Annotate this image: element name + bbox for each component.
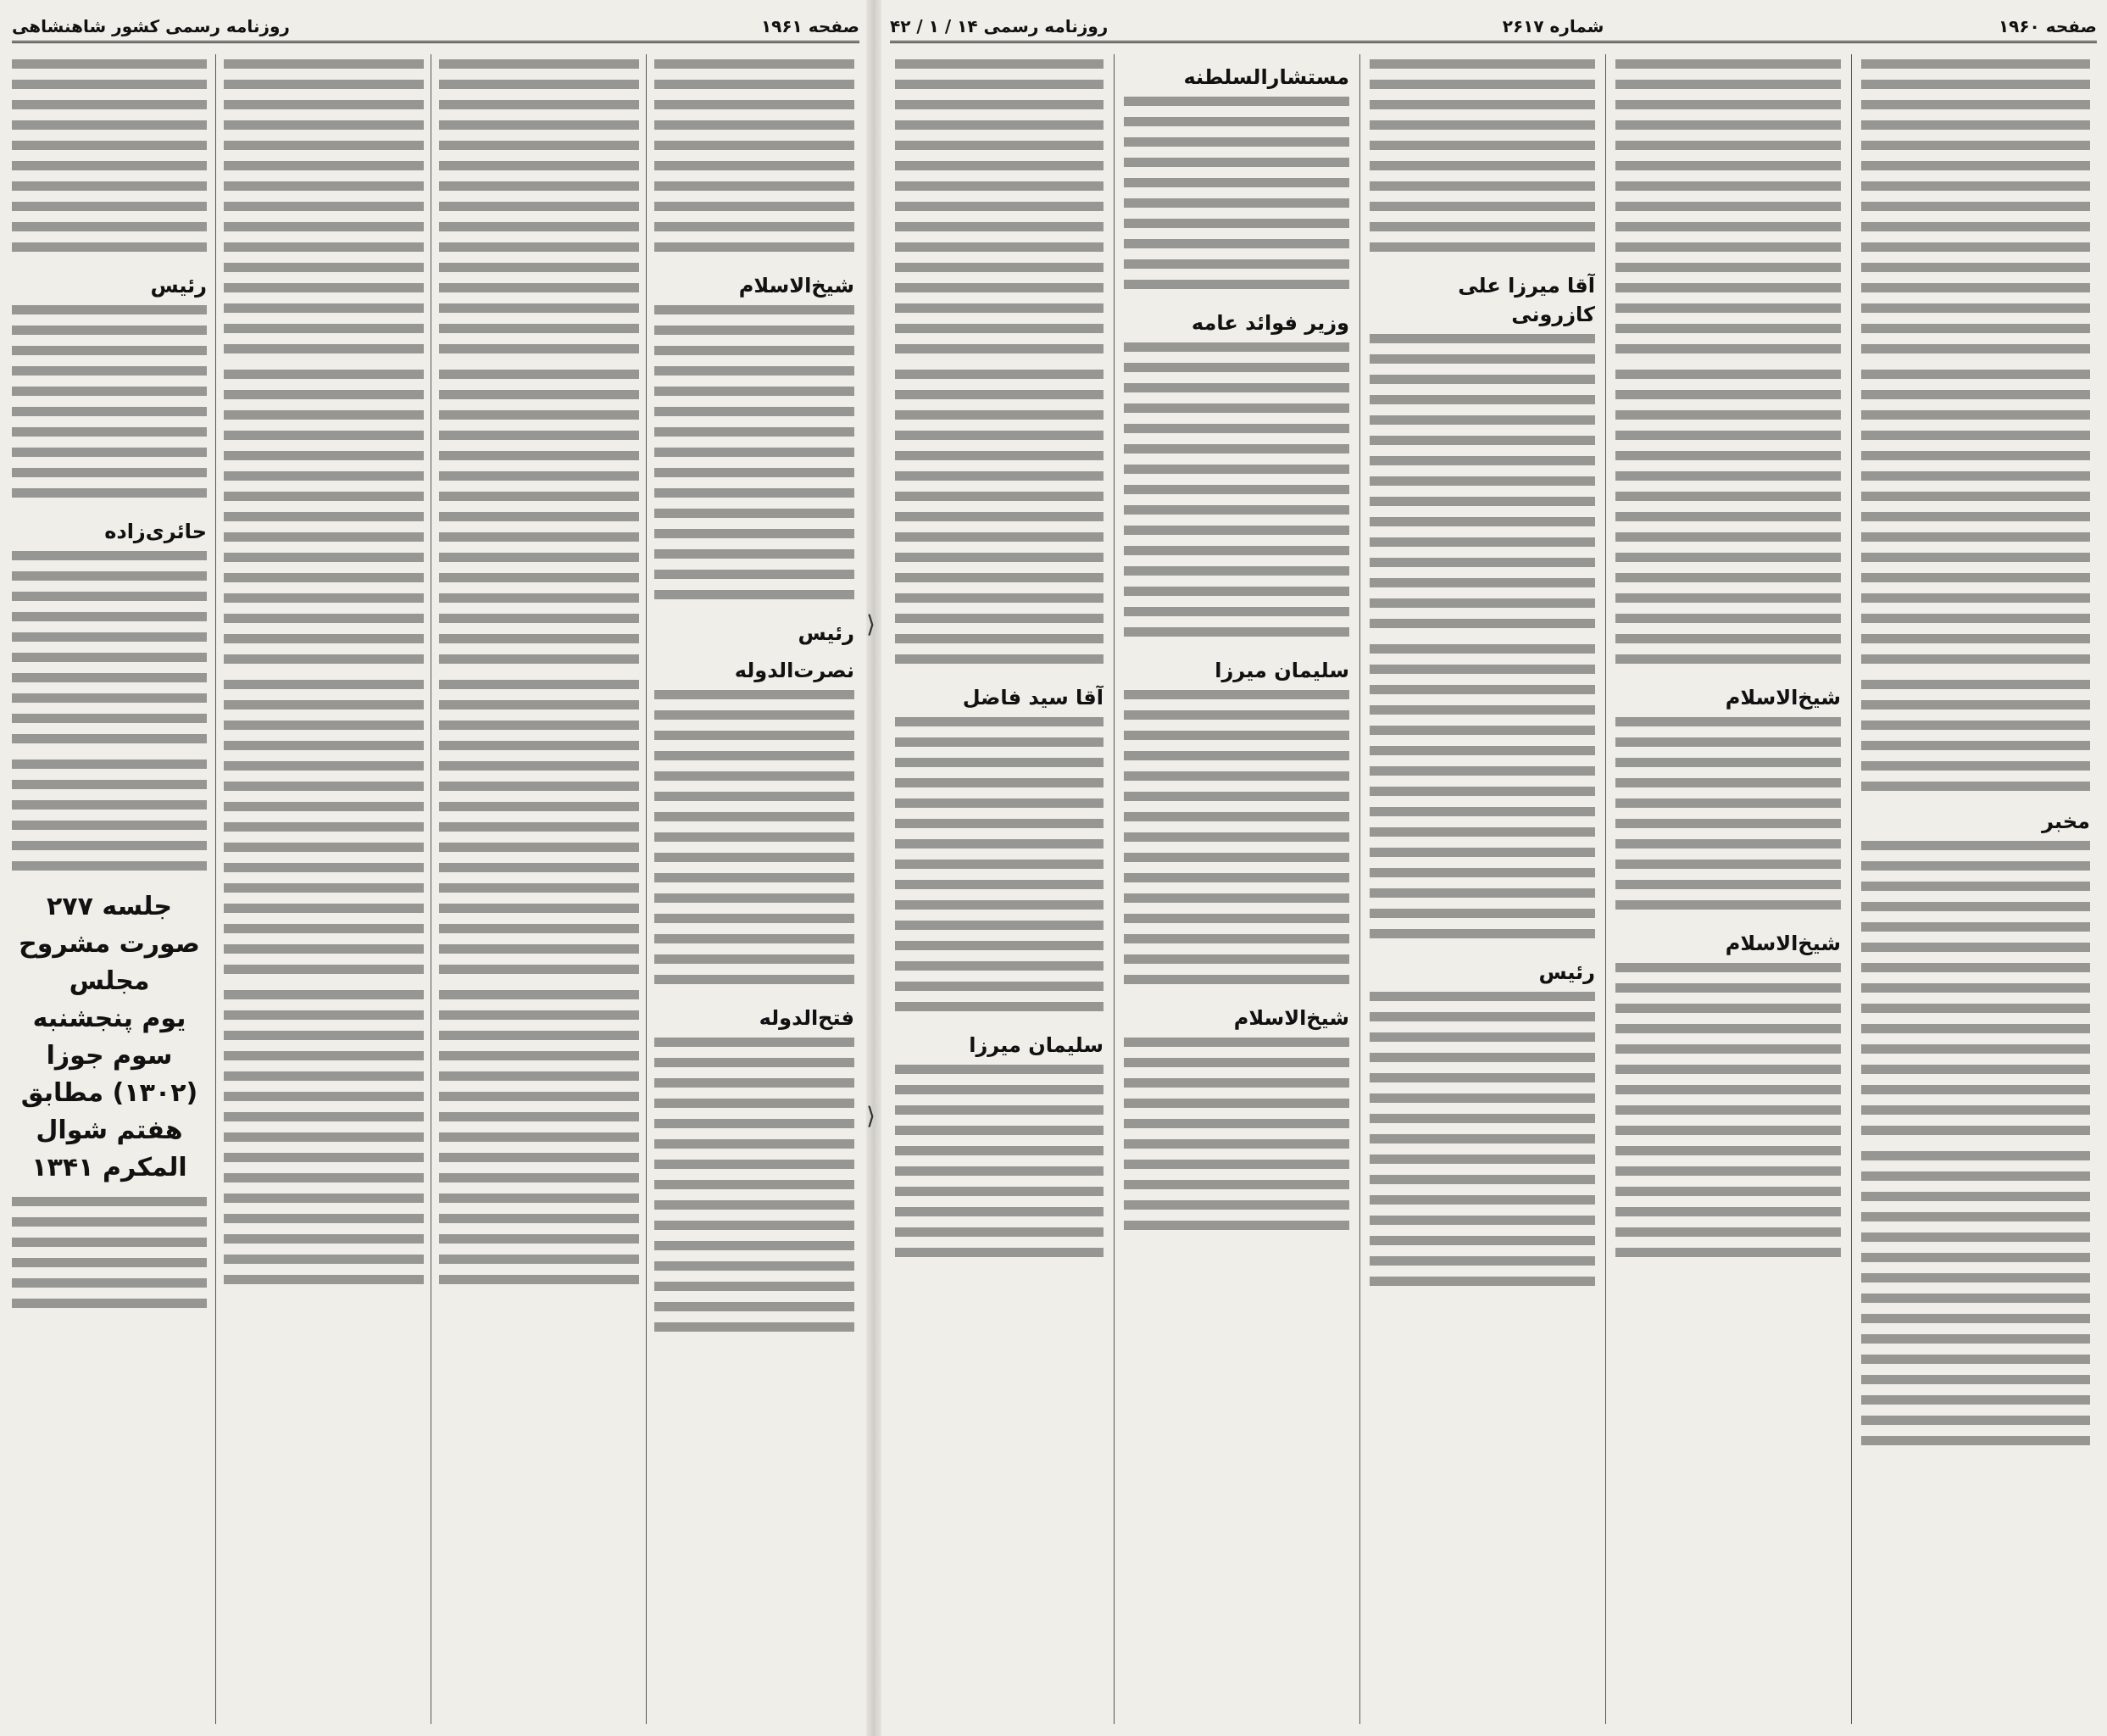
text-block: [1615, 963, 1841, 1268]
text-block: [1615, 370, 1841, 675]
right-page-header: [890, 12, 2097, 43]
right-page-number: صفحه ۱۹۶۰: [1998, 16, 2097, 36]
text-block: [1861, 59, 2090, 364]
text-block: [1370, 59, 1595, 263]
session-line: یوم پنجشنبه سوم جوزا: [32, 1004, 186, 1071]
heading-shaykh: شیخ‌الاسلام: [1233, 1006, 1349, 1030]
right-col-1: [1861, 54, 2090, 1724]
session-heading: [12, 888, 207, 1187]
left-page-header: [12, 12, 859, 43]
left-page-number: صفحه ۱۹۶۱: [760, 16, 859, 36]
heading-kazeruni: آقا میرزا علی کازرونی: [1458, 274, 1595, 326]
heading-fath: فتح‌الدوله: [759, 1006, 854, 1030]
left-col-1: [654, 54, 854, 1724]
tear-mark: ⟩: [866, 610, 876, 638]
heading-soleyman: سلیمان میرزا: [969, 1033, 1104, 1057]
text-block: [12, 59, 207, 263]
text-block: [1861, 370, 2090, 675]
left-page-title: روزنامه رسمی کشور شاهنشاهی: [12, 16, 290, 36]
heading-mostashar: مستشار‌السلطنه: [1183, 65, 1349, 89]
left-col-2: [439, 54, 639, 1724]
text-block: [1861, 1151, 2090, 1456]
text-block: [1370, 334, 1595, 639]
text-block: [1615, 717, 1841, 921]
tear-mark: ⟩: [866, 1102, 876, 1130]
right-col-4: [1124, 54, 1349, 1724]
text-block: [654, 690, 854, 995]
text-block: [1861, 680, 2090, 798]
text-block: [1124, 690, 1349, 995]
session-line: (۱۳۰۲) مطابق هفتم شوال: [20, 1078, 198, 1145]
text-block: [654, 1038, 854, 1343]
text-block: [439, 59, 639, 364]
text-block: [224, 990, 424, 1295]
column-rule: [1359, 54, 1360, 1724]
heading-nosrat: نصرت‌الدوله: [734, 659, 854, 682]
text-block: [895, 59, 1104, 364]
heading-raees: رئیس: [1538, 960, 1595, 984]
text-block: [895, 717, 1104, 1022]
right-col-2: [1615, 54, 1841, 1724]
session-line: المکرم ۱۳۴۱: [31, 1153, 187, 1182]
session-line: صورت مشروح مجلس: [19, 929, 200, 996]
text-block: [895, 370, 1104, 675]
heading-raees: رئیس: [150, 274, 207, 298]
session-number: جلسه ۲۷۷: [47, 892, 172, 921]
text-block: [224, 59, 424, 364]
text-block: [12, 551, 207, 754]
left-col-4: [12, 54, 207, 1724]
right-date: روزنامه رسمی ۱۴ / ۱ / ۴۲: [890, 16, 1109, 36]
column-rule: [1114, 54, 1115, 1724]
text-block: [12, 1197, 207, 1316]
column-rule: [1851, 54, 1852, 1724]
heading-soleyman: سلیمان میرزا: [1215, 659, 1349, 682]
heading-fazel: آقا سید فاضل: [962, 686, 1104, 709]
left-col-3: [224, 54, 424, 1724]
right-issue-number: شماره ۲۶۱۷: [1502, 16, 1604, 36]
heading-shaykh: شیخ‌الاسلام: [1725, 932, 1841, 955]
column-rule: [1605, 54, 1606, 1724]
page-spine: [866, 0, 881, 1736]
text-block: [439, 990, 639, 1295]
column-rule: [215, 54, 216, 1724]
text-block: [1861, 841, 2090, 1146]
text-block: [224, 370, 424, 675]
text-block: [1124, 97, 1349, 300]
right-col-3: [1370, 54, 1595, 1724]
column-rule: [646, 54, 647, 1724]
text-block: [654, 305, 854, 610]
text-block: [224, 680, 424, 985]
text-block: [1615, 59, 1841, 364]
text-block: [439, 680, 639, 985]
text-block: [12, 305, 207, 509]
heading-shaykh: شیخ‌الاسلام: [1725, 686, 1841, 709]
text-block: [439, 370, 639, 675]
text-block: [654, 59, 854, 263]
heading-mokhber: مخبر: [2042, 810, 2090, 833]
heading-haerizadeh: حائری‌زاده: [104, 520, 207, 543]
heading-shaykh: شیخ‌الاسلام: [738, 274, 854, 298]
heading-raees: رئیس: [798, 621, 854, 645]
text-block: [1370, 644, 1595, 949]
text-block: [12, 760, 207, 878]
text-block: [1124, 342, 1349, 648]
heading-vazir: وزیر فوائد عامه: [1191, 311, 1349, 335]
text-block: [895, 1065, 1104, 1268]
right-col-5: [895, 54, 1104, 1724]
text-block: [1124, 1038, 1349, 1241]
text-block: [1370, 992, 1595, 1297]
